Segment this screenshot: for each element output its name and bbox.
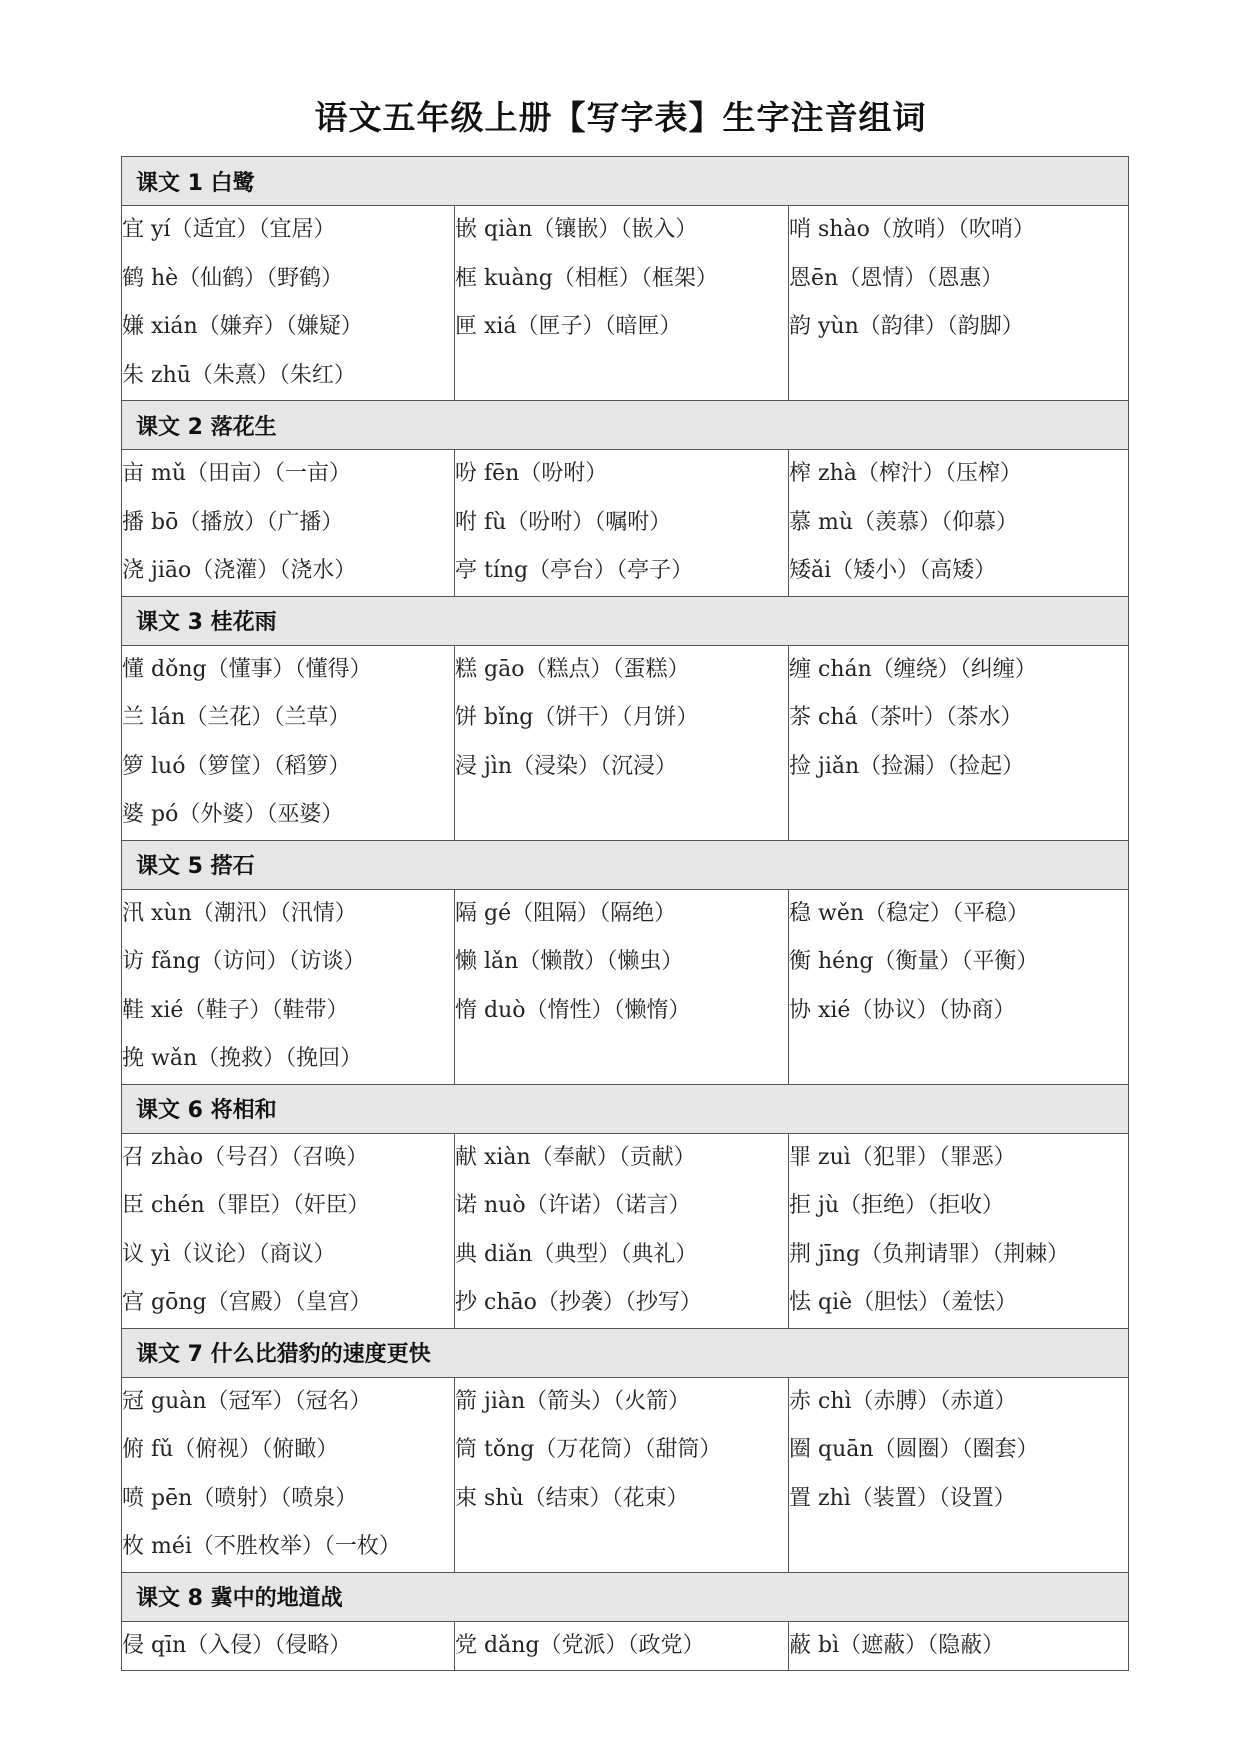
word-column bbox=[789, 450, 1129, 597]
vocab-entry: 匣 xiá（匣子）（暗匣） bbox=[455, 314, 682, 339]
vocab-entry: 亩 mǔ（田亩）（一亩） bbox=[122, 461, 352, 486]
vocab-entry: 协 xié（协议）（协商） bbox=[789, 997, 1016, 1023]
vocab-entry: 宫 gōng（宫殿）（皇宫） bbox=[122, 1290, 372, 1315]
lesson-words-row bbox=[122, 1133, 1129, 1328]
vocab-entry: 吩 fēn（吩咐） bbox=[455, 461, 608, 486]
word-column bbox=[122, 889, 455, 1084]
lesson-title: 课文 2 落花生 bbox=[122, 401, 1129, 450]
vocab-entry: 汛 xùn（潮汛）（汛情） bbox=[122, 900, 357, 926]
word-column bbox=[455, 206, 789, 401]
vocab-entry: 蔽 bì（遮蔽）（隐蔽） bbox=[789, 1632, 1005, 1658]
vocab-entry: 嫌 xián（嫌弃）（嫌疑） bbox=[122, 314, 363, 339]
vocab-entry: 茶 chá（茶叶）（茶水） bbox=[789, 705, 1023, 730]
word-column bbox=[122, 1621, 455, 1671]
vocab-entry: 枚 méi（不胜枚举）（一枚） bbox=[122, 1534, 401, 1559]
vocab-entry: 饼 bǐng（饼干）（月饼） bbox=[455, 705, 699, 730]
vocab-entry: 鹤 hè（仙鹤）（野鹤） bbox=[122, 265, 344, 291]
lesson-title: 课文 7 什么比猎豹的速度更快 bbox=[122, 1328, 1129, 1377]
lesson-title: 课文 8 冀中的地道战 bbox=[122, 1572, 1129, 1621]
vocab-entry: 恩ēn（恩情）（恩惠） bbox=[789, 265, 1004, 291]
vocab-entry: 亭 tíng（亭台）（亭子） bbox=[455, 558, 694, 583]
vocab-entry: 党 dǎng（党派）（政党） bbox=[455, 1632, 705, 1658]
word-column bbox=[455, 1133, 789, 1328]
lesson-words-row bbox=[122, 889, 1129, 1084]
lesson-words-row bbox=[122, 206, 1129, 401]
vocab-entry: 懒 lǎn（懒散）（懒虫） bbox=[455, 949, 684, 974]
word-column bbox=[789, 206, 1129, 401]
vocab-entry: 献 xiàn（奉献）（贡献） bbox=[455, 1144, 696, 1170]
vocab-entry: 箩 luó（箩筐）（稻箩） bbox=[122, 753, 351, 779]
vocab-entry: 矮ǎi（矮小）（高矮） bbox=[789, 558, 997, 583]
word-column bbox=[455, 889, 789, 1084]
lesson-header-row bbox=[122, 1328, 1129, 1377]
word-column bbox=[789, 1133, 1129, 1328]
word-column bbox=[455, 645, 789, 840]
vocab-entry: 朱 zhū（朱熹）（朱红） bbox=[122, 362, 356, 388]
vocab-entry: 置 zhì（装置）（设置） bbox=[789, 1485, 1016, 1511]
lesson-header-row bbox=[122, 1572, 1129, 1621]
word-column bbox=[789, 645, 1129, 840]
vocab-entry: 宜 yí（适宜）（宜居） bbox=[122, 217, 336, 242]
lesson-header-row bbox=[122, 1084, 1129, 1133]
lesson-words-row bbox=[122, 1621, 1129, 1671]
vocab-entry: 访 fǎng（访问）（访谈） bbox=[122, 949, 366, 974]
vocab-entry: 荆 jīng（负荆请罪）（荆棘） bbox=[789, 1241, 1070, 1267]
vocab-entry: 惰 duò（惰性）（懒惰） bbox=[455, 997, 691, 1023]
lesson-words-row bbox=[122, 450, 1129, 597]
vocab-entry: 浸 jìn（浸染）（沉浸） bbox=[455, 753, 678, 779]
vocab-entry: 衡 héng（衡量）（平衡） bbox=[789, 949, 1039, 974]
vocab-entry: 懂 dǒng（懂事）（懂得） bbox=[122, 656, 372, 682]
vocab-entry: 拒 jù（拒绝）（拒收） bbox=[789, 1193, 1004, 1218]
vocab-entry: 怯 qiè（胆怯）（羞怯） bbox=[789, 1290, 1018, 1315]
vocab-entry: 慕 mù（羡慕）（仰慕） bbox=[789, 509, 1019, 535]
vocab-entry: 婆 pó（外婆）（巫婆） bbox=[122, 802, 344, 827]
vocab-entry: 榨 zhà（榨汁）（压榨） bbox=[789, 461, 1022, 486]
vocab-entry: 侵 qīn（入侵）（侵略） bbox=[122, 1632, 352, 1658]
lesson-words-row bbox=[122, 645, 1129, 840]
vocab-entry: 稳 wěn（稳定）（平稳） bbox=[789, 900, 1030, 926]
word-column bbox=[789, 1377, 1129, 1572]
word-column bbox=[789, 889, 1129, 1084]
vocab-entry: 框 kuàng（相框）（框架） bbox=[455, 265, 718, 291]
vocab-entry: 箭 jiàn（箭头）（火箭） bbox=[455, 1388, 691, 1414]
lesson-header-row bbox=[122, 401, 1129, 450]
vocab-entry: 捡 jiǎn（捡漏）（捡起） bbox=[789, 753, 1025, 779]
lesson-title: 课文 5 搭石 bbox=[122, 840, 1129, 889]
vocabulary-table-body bbox=[122, 157, 1129, 1671]
vocab-entry: 糕 gāo（糕点）（蛋糕） bbox=[455, 656, 690, 682]
lesson-title: 课文 6 将相和 bbox=[122, 1084, 1129, 1133]
vocab-entry: 罪 zuì（犯罪）（罪恶） bbox=[789, 1144, 1016, 1170]
page-title: 语文五年级上册【写字表】生字注音组词 bbox=[314, 98, 927, 137]
vocab-entry: 鞋 xié（鞋子）（鞋带） bbox=[122, 997, 349, 1023]
vocab-entry: 抄 chāo（抄袭）（抄写） bbox=[455, 1290, 702, 1315]
vocab-entry: 韵 yùn（韵律）（韵脚） bbox=[789, 314, 1024, 339]
word-column bbox=[455, 450, 789, 597]
lesson-header-row bbox=[122, 840, 1129, 889]
vocab-entry: 挽 wǎn（挽救）（挽回） bbox=[122, 1046, 363, 1071]
vocab-entry: 冠 guàn（冠军）（冠名） bbox=[122, 1388, 372, 1414]
word-column bbox=[122, 206, 455, 401]
vocab-entry: 诺 nuò（许诺）（诺言） bbox=[455, 1193, 691, 1218]
vocab-entry: 典 diǎn（典型）（典礼） bbox=[455, 1241, 698, 1267]
word-column bbox=[455, 1377, 789, 1572]
vocab-entry: 缠 chán（缠绕）（纠缠） bbox=[789, 656, 1037, 682]
vocab-entry: 束 shù（结束）（花束） bbox=[455, 1485, 689, 1511]
lesson-header-row bbox=[122, 596, 1129, 645]
vocab-entry: 议 yì（议论）（商议） bbox=[122, 1241, 336, 1267]
word-column bbox=[122, 1133, 455, 1328]
vocab-entry: 咐 fù（吩咐）（嘱咐） bbox=[455, 509, 672, 535]
vocab-entry: 召 zhào（号召）（召唤） bbox=[122, 1144, 369, 1170]
vocab-entry: 播 bō（播放）（广播） bbox=[122, 509, 344, 535]
vocab-entry: 浇 jiāo（浇灌）（浇水） bbox=[122, 558, 357, 583]
vocab-entry: 兰 lán（兰花）（兰草） bbox=[122, 705, 351, 730]
vocab-entry: 俯 fǔ（俯视）（俯瞰） bbox=[122, 1437, 339, 1462]
vocab-entry: 臣 chén（罪臣）（奸臣） bbox=[122, 1193, 370, 1218]
word-column bbox=[122, 450, 455, 597]
vocab-entry: 筒 tǒng（万花筒）（甜筒） bbox=[455, 1437, 722, 1462]
vocabulary-table bbox=[121, 156, 1129, 1671]
lesson-header-row bbox=[122, 157, 1129, 206]
vocab-entry: 喷 pēn（喷射）（喷泉） bbox=[122, 1485, 358, 1511]
lesson-words-row bbox=[122, 1377, 1129, 1572]
word-column bbox=[122, 1377, 455, 1572]
vocab-entry: 赤 chì（赤膊）（赤道） bbox=[789, 1388, 1017, 1414]
word-column bbox=[789, 1621, 1129, 1671]
word-column bbox=[122, 645, 455, 840]
word-column bbox=[455, 1621, 789, 1671]
vocab-entry: 嵌 qiàn（镶嵌）（嵌入） bbox=[455, 217, 698, 242]
vocab-entry: 隔 gé（阻隔）（隔绝） bbox=[455, 900, 677, 926]
lesson-title: 课文 3 桂花雨 bbox=[122, 596, 1129, 645]
vocab-entry: 圈 quān（圆圈）（圈套） bbox=[789, 1437, 1039, 1462]
lesson-title: 课文 1 白鹭 bbox=[122, 157, 1129, 206]
vocab-entry: 哨 shào（放哨）（吹哨） bbox=[789, 217, 1035, 242]
